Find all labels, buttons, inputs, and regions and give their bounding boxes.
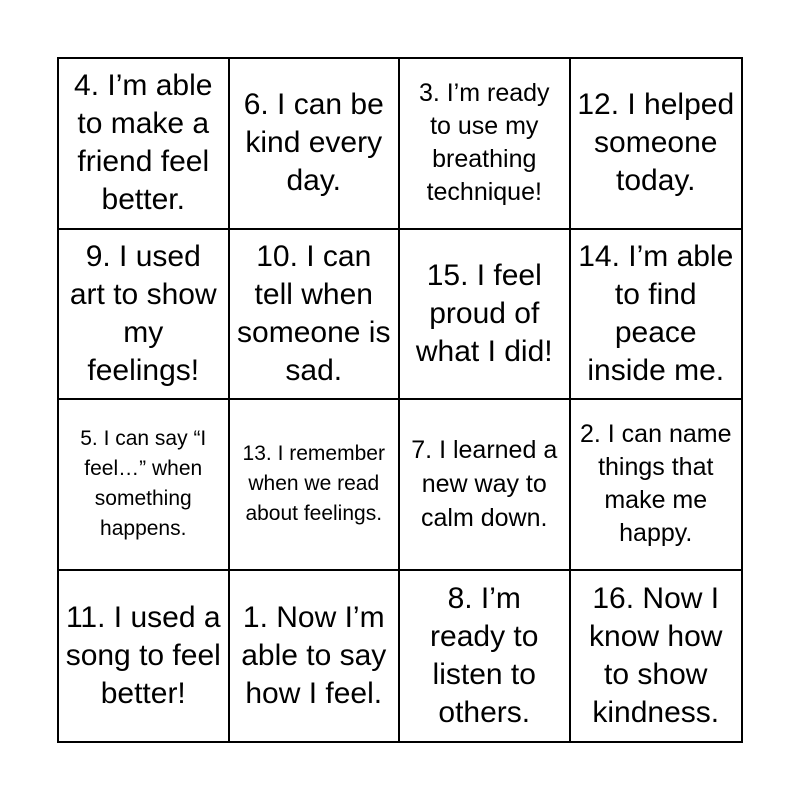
cell-text: 1. Now I’m able to say how I feel. [241,600,387,710]
bingo-cell[interactable] [400,400,571,571]
cell-text: 5. I can say “I feel…” when something happens. [80,427,207,541]
bingo-cell[interactable] [59,230,230,401]
bingo-cell[interactable] [230,59,401,230]
bingo-cell[interactable] [571,571,742,742]
cell-text: 8. I’m ready to listen to others. [430,581,539,729]
cell-text: 3. I’m ready to use my breathing technique! [418,79,550,207]
cell-text: 11. I used a song to feel better! [65,600,221,710]
bingo-cell[interactable] [400,571,571,742]
cell-text: 6. I can be kind every day. [243,88,384,198]
cell-text: 4. I’m able to make a friend feel better. [74,69,213,217]
bingo-cell[interactable] [571,400,742,571]
cell-text: 10. I can tell when someone is sad. [237,239,391,387]
bingo-cell[interactable] [571,230,742,401]
cell-text: 16. Now I know how to show kindness. [589,581,723,729]
bingo-cell[interactable] [400,230,571,401]
bingo-cell[interactable] [230,230,401,401]
cell-text: 14. I’m able to find peace inside me. [578,239,734,387]
bingo-cell[interactable] [59,571,230,742]
bingo-cell[interactable] [59,59,230,230]
bingo-board [57,57,743,743]
cell-text: 13. I remember when we read about feelings. [242,442,385,526]
bingo-cell[interactable] [571,59,742,230]
bingo-cell[interactable] [59,400,230,571]
bingo-cell[interactable] [230,571,401,742]
cell-text: 15. I feel proud of what I did! [415,258,553,368]
bingo-cell[interactable] [230,400,401,571]
cell-text: 7. I learned a new way to calm down. [411,436,558,533]
cell-text: 2. I can name things that make me happy. [580,420,732,548]
cell-text: 12. I helped someone today. [577,88,735,198]
bingo-cell[interactable] [400,59,571,230]
cell-text: 9. I used art to show my feelings! [69,239,217,387]
